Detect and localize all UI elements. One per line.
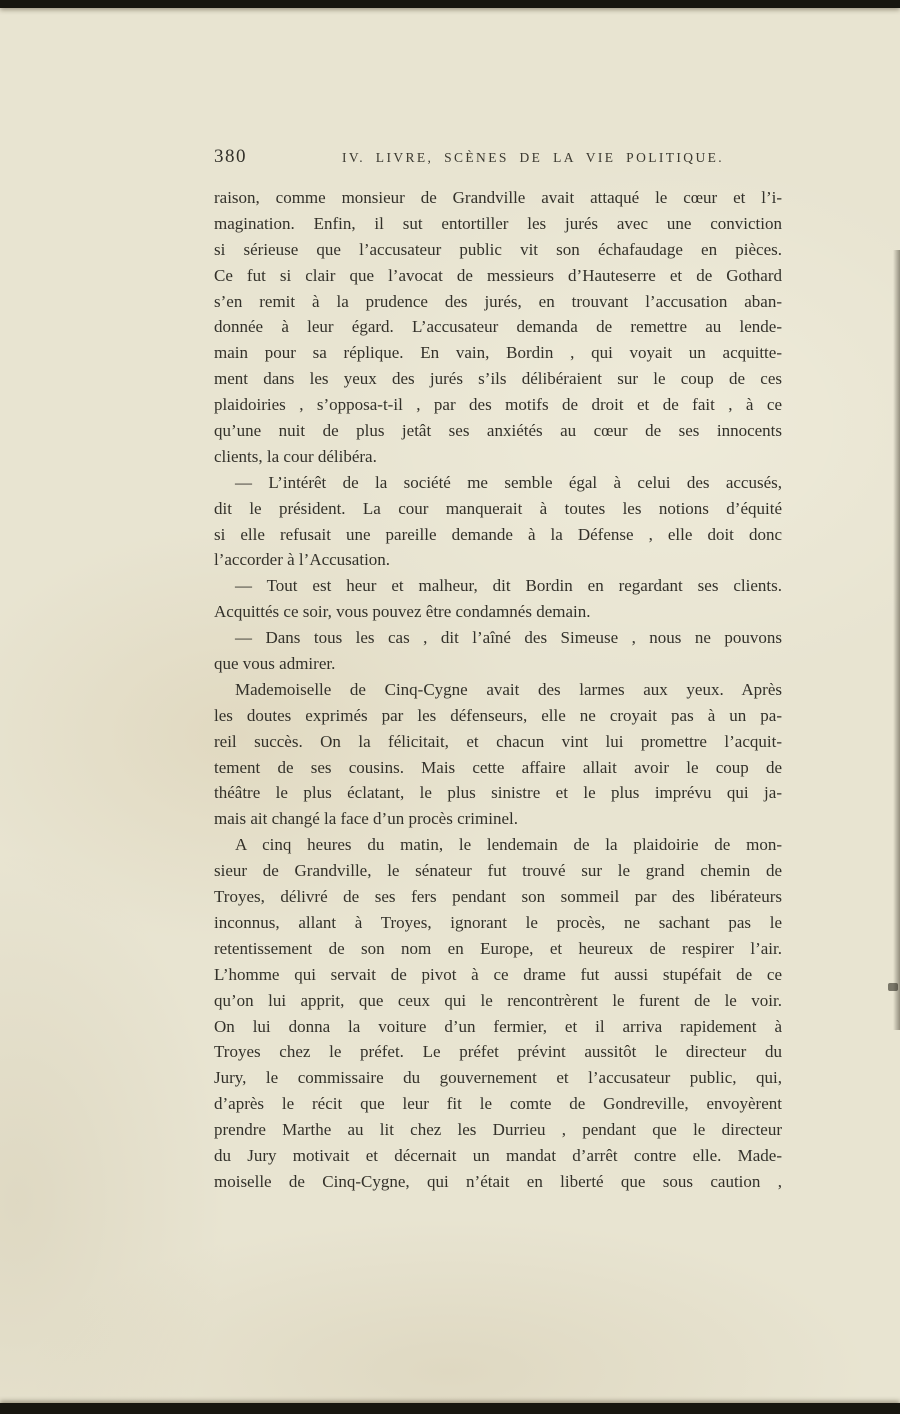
text-line: théâtre le plus éclatant, le plus sinistre et le plus imprévu qui ja- [214,783,782,803]
page-header [214,146,782,170]
text-line: A cinq heures du matin, le lendemain de la plaidoirie de mon- [235,835,782,855]
text-line: d’après le récit que leur fit le comte de Gondreville, envoyèrent [214,1094,782,1114]
text-line: magination. Enfin, il sut entortiller les jurés avec une conviction [214,213,782,233]
text-line: Troyes chez le préfet. Le préfet prévint aussitôt le directeur du [214,1042,782,1062]
text-line: On lui donna la voiture d’un fermier, et il arriva rapidement à [214,1016,782,1036]
running-title: IV. LIVRE, SCÈNES DE LA VIE POLITIQUE. [341,150,725,165]
paragraph [214,470,782,574]
text-line: s’en remit à la prudence des jurés, en trouvant l’accusation aban- [214,291,782,311]
text-line: — Tout est heur et malheur, dit Bordin en regardant ses clients. [235,576,782,596]
text-line: du Jury motivait et décernait un mandat d’arrêt contre elle. Made- [214,1145,782,1165]
text-line: tement de ses cousins. Mais cette affaire allait avoir le coup de [214,757,782,777]
text-line: main pour sa réplique. En vain, Bordin , qui voyait un acquitte- [214,343,782,363]
scan-edge-top [0,0,900,8]
text-line: que vous admirer. [214,654,336,674]
text-line: si elle refusait une pareille demande à la Défense , elle doit donc [214,524,782,544]
text-line: qu’on lui apprit, que ceux qui le rencontrèrent le furent de le voir. [214,990,782,1010]
text-line: inconnus, allant à Troyes, ignorant le procès, ne sachant pas le [214,912,782,932]
text-line: — L’intérêt de la société me semble égal à celui des accusés, [235,472,782,492]
text-line: donnée à leur égard. L’accusateur demanda de remettre au lende- [214,317,782,337]
text-line: Jury, le commissaire du gouvernement et l’accusateur public, qui, [214,1068,782,1088]
text-line: — Dans tous les cas , dit l’aîné des Simeuse , nous ne pouvons [235,628,782,648]
text-line: reil succès. On la félicitait, et chacun vint lui promettre l’acquit- [214,731,782,751]
text-line: Acquittés ce soir, vous pouvez être condamnés demain. [214,602,591,622]
paragraph [214,573,782,625]
text-line: Troyes, délivré de ses fers pendant son sommeil par des libérateurs [214,887,782,907]
scan-edge-bottom [0,1403,900,1414]
text-line: prendre Marthe au lit chez les Durrieu , pendant que le directeur [214,1120,782,1140]
text-line: Ce fut si clair que l’avocat de messieurs d’Hauteserre et de Gothard [214,265,782,285]
text-line: Mademoiselle de Cinq-Cygne avait des larmes aux yeux. Après [235,679,782,699]
text-line: clients, la cour délibéra. [214,446,377,466]
text-line: L’homme qui servait de pivot à ce drame fut aussi stupéfait de ce [214,964,782,984]
paragraph [214,832,782,1194]
text-line: les doutes exprimés par les défenseurs, elle ne croyait pas à un pa- [214,705,782,725]
text-line: dit le président. La cour manquerait à toutes les notions d’équité [214,498,782,518]
text-line: retentissement de son nom en Europe, et heureux de respirer l’air. [214,938,782,958]
scan-edge-notch [888,983,898,991]
paragraph [214,625,782,677]
text-line: mais ait changé la face d’un procès criminel. [214,809,518,829]
body-text [214,185,782,1195]
scan-edge-right-shadow [893,250,900,1030]
text-line: qu’une nuit de plus jetât ses anxiétés au cœur de ses innocents [214,421,782,441]
text-line: l’accorder à l’Accusation. [214,550,391,570]
text-line: si sérieuse que l’accusateur public vit son échafaudage en pièces. [214,239,782,259]
paragraph [214,185,782,470]
page-number: 380 [214,146,247,167]
paragraph [214,677,782,832]
text-line: moiselle de Cinq-Cygne, qui n’était en liberté que sous caution , [214,1171,782,1191]
text-line: ment dans les yeux des jurés s’ils délibéraient sur le coup de ces [214,369,782,389]
text-line: raison, comme monsieur de Grandville avait attaqué le cœur et l’i- [214,188,782,207]
text-line: sieur de Grandville, le sénateur fut trouvé sur le grand chemin de [214,861,782,881]
text-line: plaidoiries , s’opposa-t-il , par des motifs de droit et de fait , à ce [214,395,782,415]
